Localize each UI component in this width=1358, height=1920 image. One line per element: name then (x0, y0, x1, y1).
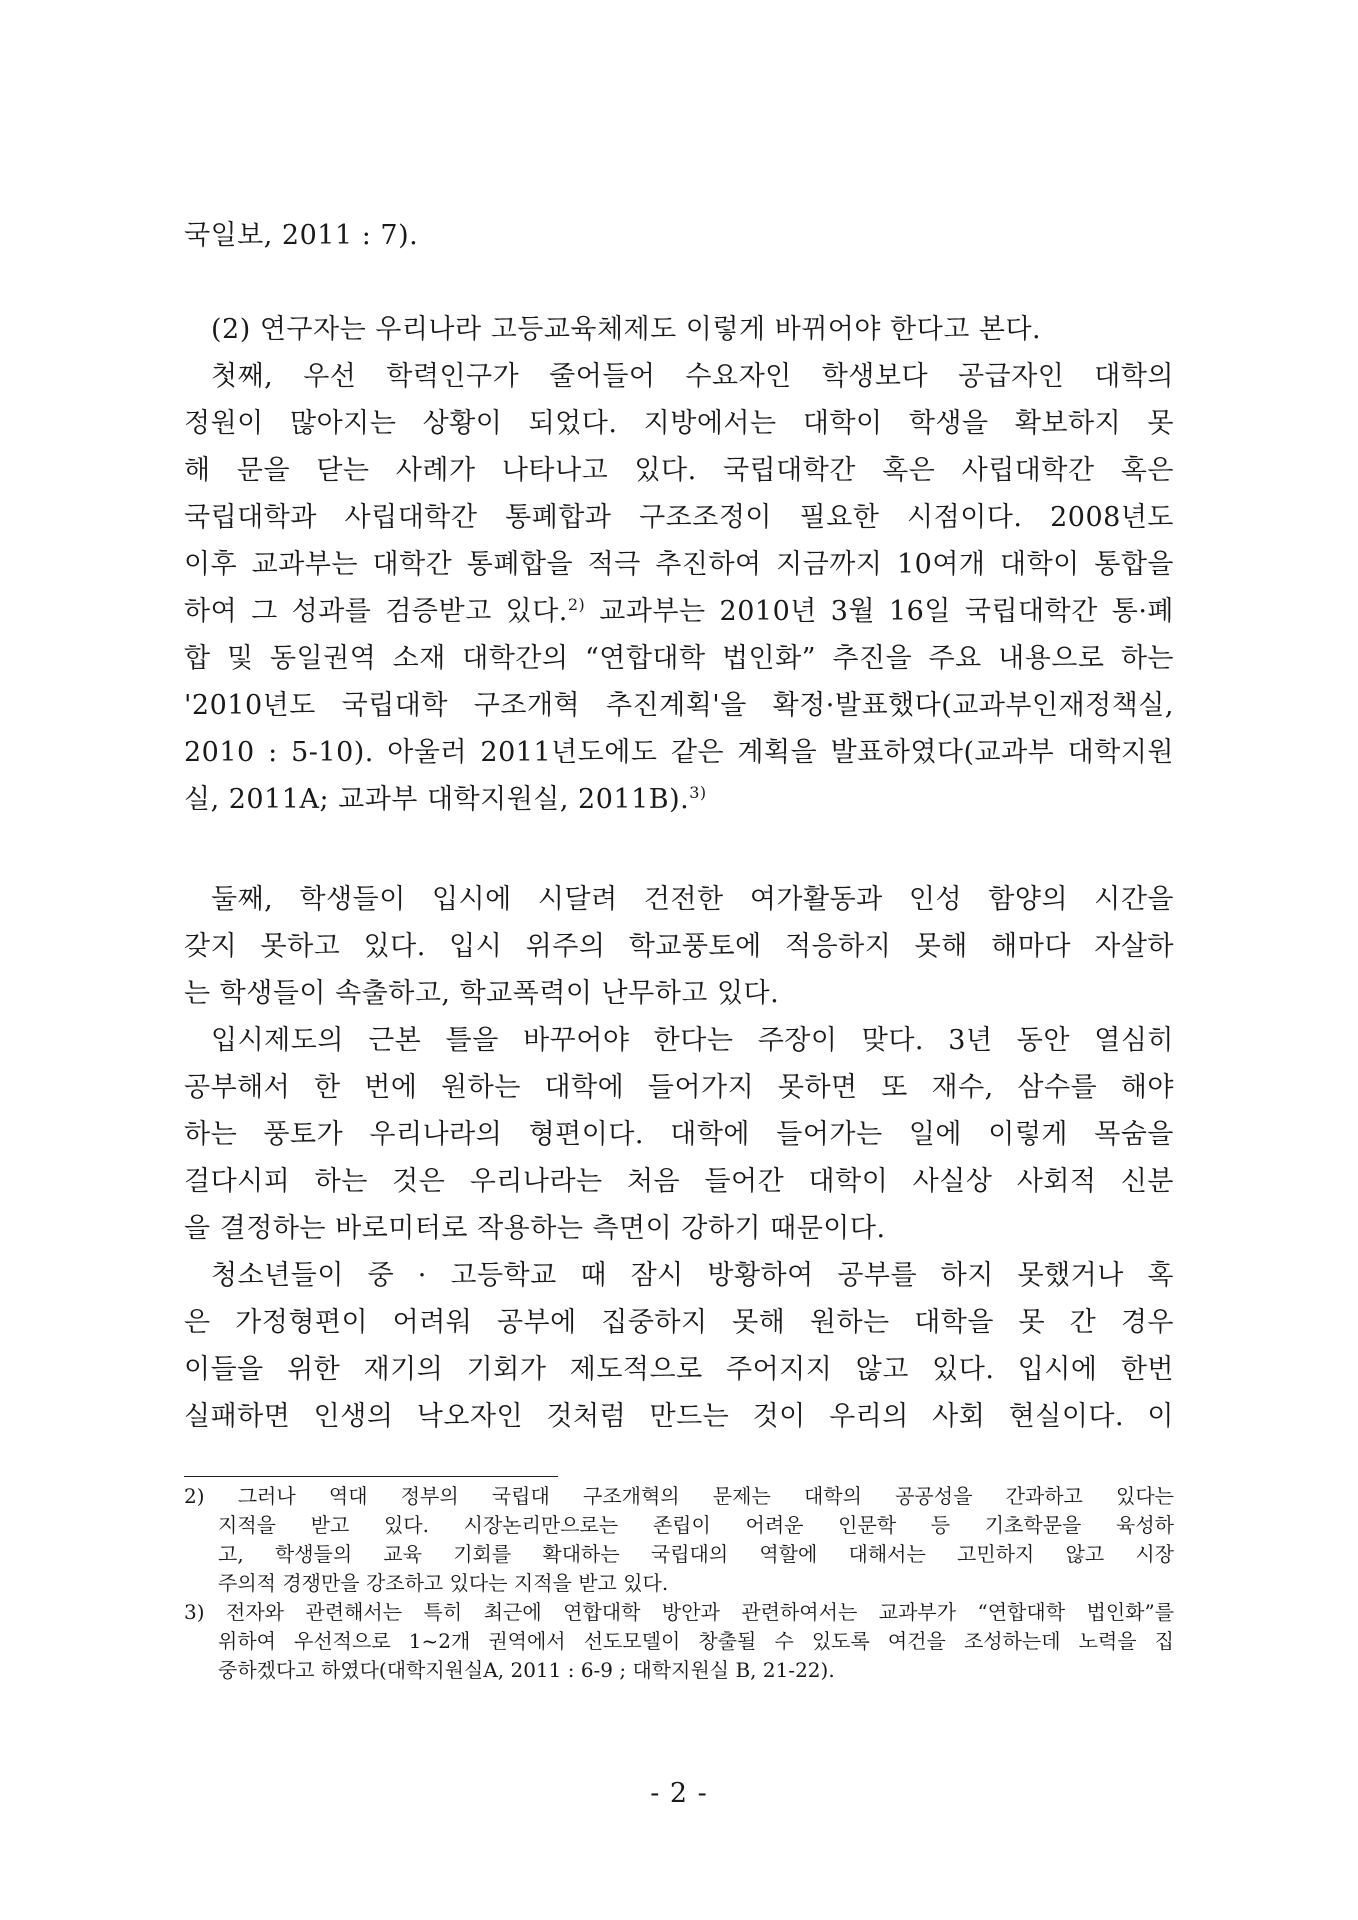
footnote-ref-3[interactable]: 3) (689, 783, 707, 802)
footnote-line: 중하겠다고 하였다(대학지원실A, 2011 : 6-9 ; 대학지원실 B, 21-22). (218, 1658, 835, 1682)
text-line: 이후 교과부는 대학간 통폐합을 적극 추진하여 지금까지 10여개 대학이 통합을 (184, 549, 1174, 580)
text-segment: 교과부는 2010년 3월 16일 국립대학간 통·폐 (599, 596, 1174, 627)
text-line: 국립대학과 사립대학간 통폐합과 구조조정이 필요한 시점이다. 2008년도 (184, 502, 1174, 533)
text-line: 을 결정하는 바로미터로 작용하는 측면이 강하기 때문이다. (184, 1213, 886, 1244)
footnote-marker: 3) (184, 1600, 205, 1624)
footnote-line: 주의적 경쟁만을 강조하고 있다는 지적을 받고 있다. (218, 1571, 669, 1595)
text-line-with-footnote-ref (184, 776, 1174, 823)
text-line: 둘째, 학생들이 입시에 시달려 건전한 여가활동과 인성 함양의 시간을 (211, 884, 1174, 915)
text-line: 걸다시피 하는 것은 우리나라는 처음 들어간 대학이 사실상 사회적 신분 (184, 1166, 1174, 1197)
text-line: 국일보, 2011 : 7). (184, 220, 419, 251)
text-line: (2) 연구자는 우리나라 고등교육체제도 이렇게 바뀌어야 한다고 본다. (211, 314, 1042, 345)
footnote-text: 그러나 역대 정부의 국립대 구조개혁의 문제는 대학의 공공성을 간과하고 있다는 (237, 1484, 1174, 1508)
text-line: 청소년들이 중 · 고등학교 때 잠시 방황하여 공부를 하지 못했거나 혹 (211, 1260, 1174, 1291)
text-segment: 하여 그 성과를 검증받고 있다. (184, 596, 568, 627)
text-segment: 실, 2011A; 교과부 대학지원실, 2011B). (184, 784, 690, 815)
footnote-2 (184, 1482, 1174, 1598)
text-line: 하는 풍토가 우리나라의 형편이다. 대학에 들어가는 일에 이렇게 목숨을 (184, 1119, 1174, 1150)
footnote-text: 전자와 관련해서는 특히 최근에 연합대학 방안과 관련하여서는 교과부가 “연합대학 법인화”를 (226, 1600, 1174, 1624)
footnote-line: 지적을 받고 있다. 시장논리만으로는 존립이 어려운 인문학 등 기초학문을 육성하 (218, 1513, 1174, 1537)
text-line: 은 가정형편이 어려워 공부에 집중하지 못해 원하는 대학을 못 간 경우 (184, 1307, 1174, 1338)
footnote-marker: 2) (184, 1484, 205, 1508)
footnotes (184, 1482, 1174, 1685)
footnote-ref-2[interactable]: 2) (567, 595, 586, 614)
text-line: 갖지 못하고 있다. 입시 위주의 학교풍토에 적응하지 못해 해마다 자살하 (184, 931, 1174, 962)
paragraph-section-2-cont (184, 876, 1174, 1440)
text-line: 공부해서 한 번에 원하는 대학에 들어가지 못하면 또 재수, 삼수를 해야 (184, 1072, 1174, 1103)
text-line: 2010 : 5-10). 아울러 2011년도에도 같은 계획을 발표하였다(교과부 대학지원 (184, 737, 1174, 768)
page-number: - 2 - (650, 1778, 708, 1809)
text-line: 입시제도의 근본 틀을 바꾸어야 한다는 주장이 맞다. 3년 동안 열심히 (211, 1025, 1174, 1056)
footnote-line (184, 1482, 1174, 1511)
text-line: 는 학생들이 속출하고, 학교폭력이 난무하고 있다. (184, 978, 780, 1009)
text-line: 정원이 많아지는 상황이 되었다. 지방에서는 대학이 학생을 확보하지 못 (184, 408, 1174, 439)
text-line: 실패하면 인생의 낙오자인 것처럼 만드는 것이 우리의 사회 현실이다. 이 (184, 1401, 1174, 1432)
text-line: '2010년도 국립대학 구조개혁 추진계획'을 확정·발표했다(교과부인재정책실, (184, 690, 1174, 721)
text-line: 합 및 동일권역 소재 대학간의 “연합대학 법인화” 추진을 주요 내용으로 하는 (184, 643, 1174, 674)
paragraph-carryover (184, 212, 1174, 259)
footnote-line: 위하여 우선적으로 1~2개 권역에서 선도모델이 창출될 수 있도록 여건을 조성하는데 노력을 집 (218, 1629, 1174, 1653)
text-line-with-footnote-ref (184, 588, 1174, 635)
footnote-line: 고, 학생들의 교육 기회를 확대하는 국립대의 역할에 대해서는 고민하지 않고 시장 (218, 1542, 1174, 1566)
footnote-line (184, 1598, 1174, 1627)
footnote-3 (184, 1598, 1174, 1685)
text-line: 첫째, 우선 학력인구가 줄어들어 수요자인 학생보다 공급자인 대학의 (211, 361, 1174, 392)
paragraph-section-2 (184, 306, 1174, 823)
text-line: 이들을 위한 재기의 기회가 제도적으로 주어지지 않고 있다. 입시에 한번 (184, 1354, 1174, 1385)
footnote-divider (184, 1476, 558, 1477)
text-line: 해 문을 닫는 사례가 나타나고 있다. 국립대학간 혹은 사립대학간 혹은 (184, 455, 1174, 486)
